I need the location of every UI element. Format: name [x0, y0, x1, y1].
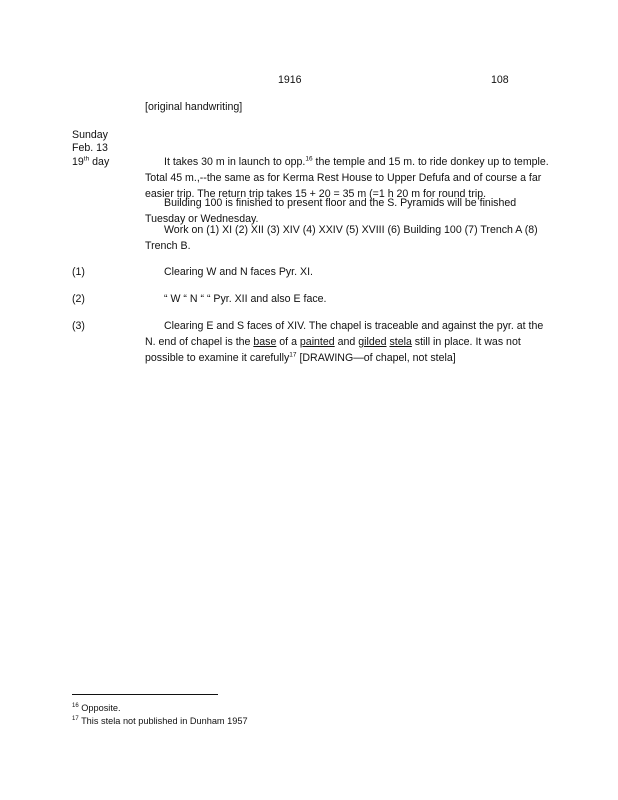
footnote-divider [72, 694, 218, 695]
item-3-text-6: [DRAWING—of chapel, not stela] [296, 352, 456, 364]
entry-p1-text-b: the temple and 15 m. to ride donkey up to temple. Total 45 m.,--the same as for Kerma Rest House to Upper Defufa and of course a far easier trip. The return trip takes 15 + 20 = 35 m (=1 h 20 m for round trip. [145, 156, 549, 200]
entry-paragraph-2: Building 100 is finished to present floor and the S. Pyramids will be finished Tuesday or Wednesday. [145, 197, 517, 225]
item-3-text-2: of a [276, 336, 300, 348]
header-year: 1916 [278, 74, 302, 86]
item-2-text: “ W “ N “ “ Pyr. XII and also E face. [164, 293, 327, 305]
item-3-number: (3) [72, 320, 85, 332]
date-day: Sunday [72, 129, 108, 141]
entry-p1-text-a: It takes 30 m in launch to opp. [164, 156, 306, 168]
underlined-stela: stela [389, 336, 412, 348]
page-number: 108 [491, 74, 509, 86]
day-number: 19 [72, 156, 84, 168]
footnote-17-text: This stela not published in Dunham 1957 [78, 716, 248, 726]
date-day-count [72, 154, 109, 170]
footnote-16-text: Opposite. [78, 703, 121, 713]
day-word: day [89, 156, 110, 168]
item-1-number: (1) [72, 266, 85, 278]
footnote-16-number: 16 [72, 702, 79, 709]
footnote-16 [72, 702, 121, 714]
handwriting-note: [original handwriting] [145, 101, 243, 113]
day-suffix: th [83, 155, 90, 163]
entry-paragraph-3: Work on (1) XI (2) XII (3) XIV (4) XXIV (5) XVIII (6) Building 100 (7) Trench A (8) Trench B. [145, 224, 538, 252]
item-3-text-1: Clearing E and S faces of XIV. The chapel is traceable and against the pyr. at the N. end of chapel is the [145, 320, 544, 348]
footnote-ref-17: 17 [289, 351, 297, 359]
item-2-number: (2) [72, 293, 85, 305]
footnote-17-number: 17 [72, 715, 79, 722]
item-3-text-3: and [334, 336, 359, 348]
item-1-text: Clearing W and N faces Pyr. XI. [164, 266, 313, 278]
footnote-17 [72, 715, 248, 727]
item-3-text-5: still in place. It was not possible to examine it carefully [145, 336, 521, 364]
underlined-painted: painted [299, 336, 335, 348]
footnote-ref-16: 16 [305, 155, 313, 163]
underlined-base: base [253, 336, 277, 348]
underlined-gilded: gilded [358, 336, 387, 348]
item-3-text [145, 318, 550, 366]
date-date: Feb. 13 [72, 142, 108, 154]
